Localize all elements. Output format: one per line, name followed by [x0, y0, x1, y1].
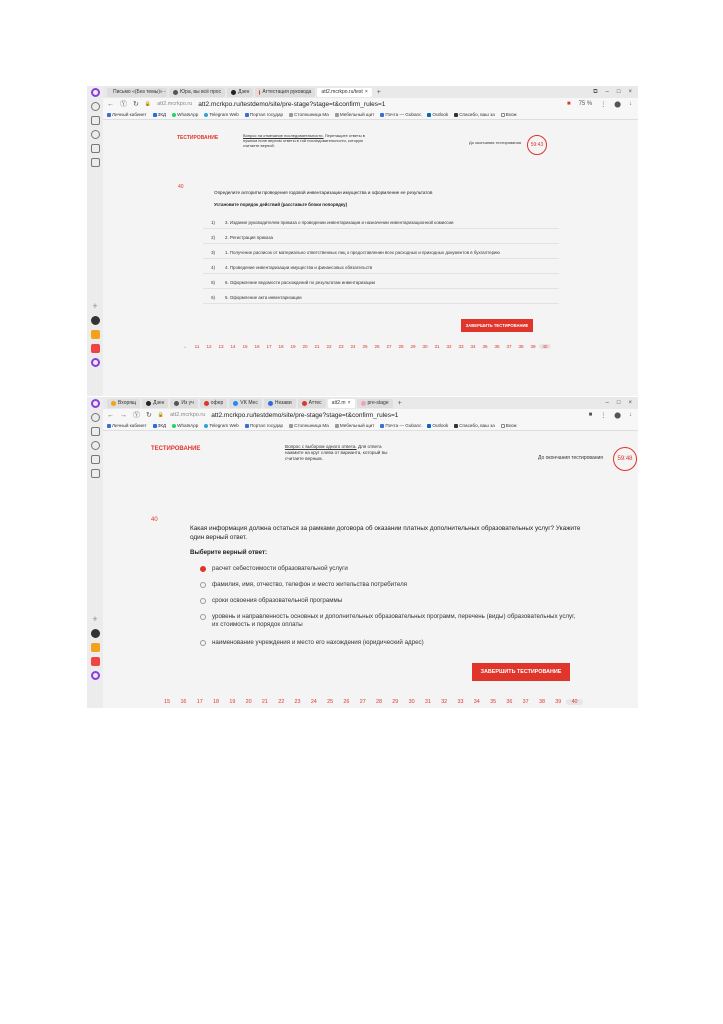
answer-option[interactable]: расчет себестоимости образовательной услуги [200, 565, 600, 573]
answer-option[interactable]: сроки освоения образовательной программы [200, 597, 600, 605]
pager-item[interactable]: 23 [294, 699, 301, 705]
tab-dzen[interactable]: Дзен [227, 88, 253, 97]
whatsapp-icon [172, 113, 176, 117]
alice-icon[interactable] [91, 399, 100, 408]
outlook-icon [427, 424, 431, 428]
bookmark-item[interactable]: Личный кабинет [107, 112, 147, 117]
dzen-icon [231, 90, 236, 95]
radio[interactable] [200, 614, 206, 620]
pager-item[interactable]: 18 [213, 699, 220, 705]
tab-post[interactable]: Из уч [170, 399, 197, 408]
order-item[interactable]: 4) 4. Проведение инвентаризации имущества и финансовых обязательств [203, 261, 559, 274]
pager-item[interactable]: 37 [506, 344, 512, 349]
rule-text: Перетащите ответы в нужном поле верхом ответы в той последовательности, которую считаете верной. [243, 133, 365, 148]
pager-item[interactable]: 38 [538, 699, 545, 705]
pager-item[interactable]: 24 [350, 344, 356, 349]
pager-item[interactable]: 14 [230, 344, 236, 349]
tab-attestation[interactable]: Аттестация руковода [255, 88, 315, 97]
lock-icon: 🔒 [144, 101, 152, 107]
pager-item[interactable]: 35 [490, 699, 497, 705]
url-field[interactable]: att2.mcrkpo.ru/testdemo/site/pre-stage?stage=t&confirm_rules=1 [198, 100, 386, 108]
pager-item[interactable]: 11 [194, 344, 200, 349]
pager-item[interactable]: 31 [424, 699, 431, 705]
tab-bar [103, 397, 638, 409]
answer-option[interactable]: уровень и направленность основных и дополнительных образовательных программ, перечень (виды) образовательных услуг, их стоимость и порядок оплаты [200, 613, 580, 629]
pager-item[interactable]: 30 [422, 344, 428, 349]
radio[interactable] [200, 582, 206, 588]
countdown-timer: 59:43 [527, 135, 547, 155]
browser-sidebar [87, 86, 103, 396]
tab-favicon-icon [302, 401, 307, 406]
tab-vk[interactable]: VK Мес [229, 399, 262, 408]
question-pager [159, 699, 583, 705]
minimize-icon[interactable]: – [605, 88, 609, 95]
download-icon[interactable]: ↓ [629, 100, 632, 107]
zen-icon[interactable] [91, 330, 100, 339]
pager-item[interactable]: 19 [229, 699, 236, 705]
pager-item-current[interactable]: 40 [539, 344, 551, 349]
tab-post[interactable]: Юра, вы всё прос [169, 88, 225, 97]
radio[interactable] [200, 640, 206, 646]
pager-item[interactable]: 39 [555, 699, 562, 705]
history-icon[interactable] [91, 102, 100, 111]
extensions-icon[interactable]: ⬤ [614, 101, 621, 108]
pager-item[interactable]: 16 [254, 344, 260, 349]
tab-offer[interactable]: офер [200, 399, 227, 408]
new-tab-icon[interactable]: + [397, 399, 402, 407]
pager-item-current[interactable]: 40 [566, 699, 582, 705]
bookmark-item[interactable]: Портал государ [245, 423, 283, 428]
question-text: Какая информация должна остаться за рамками договора об оказании платных дополнительных образовательных услуг? Укажите один верный ответ. [190, 525, 581, 541]
bookmark-icon [245, 113, 249, 117]
section-label: ТЕСТИРОВАНИЕ [177, 135, 219, 141]
question-hint: Выберите верный ответ: [190, 549, 268, 556]
downloads-icon[interactable] [91, 455, 100, 464]
pager-item[interactable]: 12 [206, 344, 212, 349]
tab-favicon-icon [259, 90, 260, 95]
address-bar [103, 409, 638, 421]
pager-item[interactable]: 33 [457, 699, 464, 705]
rule-link: Вопрос с выбором одного ответа. [285, 444, 357, 449]
bookmarks-bar [103, 110, 638, 120]
pager-item[interactable]: 27 [359, 699, 366, 705]
maximize-icon[interactable]: □ [616, 88, 621, 95]
yandex-icon[interactable]: Ⓨ [120, 101, 127, 108]
telegram-icon [204, 424, 208, 428]
order-item[interactable]: 1) 3. Издание руководителем приказа о проведении инвентаризации и назначении инвентаризационной комиссии [203, 216, 559, 229]
bookmark-item[interactable]: Личный кабинет [107, 423, 147, 428]
chatgpt-icon[interactable] [91, 316, 100, 325]
finish-test-button[interactable]: ЗАВЕРШИТЬ ТЕСТИРОВАНИЕ [472, 663, 570, 681]
forward-icon[interactable]: → [120, 411, 127, 419]
pager-item[interactable]: 28 [376, 699, 382, 705]
bookmark-icon [153, 424, 157, 428]
countdown-timer: 59:48 [613, 447, 637, 471]
bookmark-item[interactable]: WhatsApp [172, 423, 198, 428]
question-text: Определите алгоритм проведения годовой инвентаризации имущества и оформление ее результатов [214, 190, 433, 195]
bookmark-item[interactable]: Спасибо, ваш за [454, 112, 495, 117]
tab-favicon-icon [173, 90, 178, 95]
downloads-icon[interactable] [91, 144, 100, 153]
add-panel-icon[interactable]: + [92, 614, 98, 624]
pager-item[interactable]: 29 [392, 699, 399, 705]
pager-item[interactable]: 20 [302, 344, 308, 349]
pager-item[interactable]: 37 [522, 699, 529, 705]
notes-icon[interactable] [91, 158, 100, 167]
pager-item[interactable]: 24 [310, 699, 317, 705]
pager-item[interactable]: 26 [343, 699, 350, 705]
pager-item[interactable]: 33 [458, 344, 464, 349]
pager-item[interactable]: 29 [410, 344, 416, 349]
pager-item[interactable]: 39 [530, 344, 536, 349]
bookmark-item[interactable]: Вхож [501, 112, 517, 117]
bookmark-item[interactable]: Telegram Web [204, 112, 239, 117]
url-host[interactable]: att2.mcrkpo.ru [170, 412, 206, 418]
bookmark-icon[interactable]: ■ [566, 100, 571, 107]
bookmark-icon [501, 424, 505, 428]
screenshot-ordering-question [87, 86, 638, 396]
chatgpt-icon[interactable] [91, 629, 100, 638]
time-remaining-label: До окончания тестирования [538, 455, 604, 461]
tab-favicon-icon [204, 401, 209, 406]
close-icon[interactable]: × [364, 89, 368, 95]
back-icon[interactable]: ← [107, 100, 114, 108]
pager-item[interactable]: 22 [278, 699, 285, 705]
answer-option[interactable]: фамилия, имя, отчество, телефон и место жительства потребителя [200, 581, 600, 589]
pager-item[interactable]: 22 [326, 344, 332, 349]
pager-item[interactable]: 15 [164, 699, 171, 705]
tab-mail[interactable]: Письмо «(Без темы)» - [107, 88, 167, 97]
rule-text: Для ответа нажмите на круг слева от варианта, который вы считаете верным. [285, 444, 388, 461]
bookmark-item[interactable]: Outlook [427, 423, 448, 428]
pager-item[interactable]: 18 [278, 344, 284, 349]
bookmark-item[interactable]: ЗКД [153, 112, 167, 117]
rule-link: Вопрос на отмечание последовательности. [243, 133, 324, 138]
bookmark-icon [289, 424, 293, 428]
alice-icon[interactable] [91, 88, 100, 97]
pager-item[interactable]: 34 [470, 344, 476, 349]
bookmark-item[interactable]: Почта — Gubanc [380, 423, 421, 428]
bookmark-item[interactable]: Telegram Web [204, 423, 239, 428]
tab-attestation[interactable]: Аттес [298, 399, 326, 408]
bookmark-item[interactable]: Мебельный щит [335, 423, 375, 428]
bookmark-item[interactable]: Вхож [501, 423, 517, 428]
pager-item[interactable]: 32 [446, 344, 452, 349]
collections-icon[interactable] [91, 116, 100, 125]
bookmark-item[interactable]: Портал государ [245, 112, 283, 117]
browser-chrome [103, 397, 638, 431]
bookmark-icon [380, 424, 384, 428]
order-item[interactable]: 6) 5. Оформление акта инвентаризации [203, 291, 559, 304]
bookmark-icon [107, 113, 111, 117]
bookmark-icon [335, 424, 339, 428]
new-tab-icon[interactable]: + [376, 88, 381, 96]
outlook-icon [427, 113, 431, 117]
bookmark-icon [245, 424, 249, 428]
pager-item[interactable]: 36 [506, 699, 513, 705]
pager-prev[interactable]: ← [182, 344, 188, 349]
menu-icon[interactable]: ⋮ [600, 412, 607, 419]
add-panel-icon[interactable]: + [92, 301, 98, 311]
answer-option[interactable]: наименование учреждения и место его нахождения (юридический адрес) [200, 639, 600, 647]
screenshot-single-choice-question [87, 397, 638, 708]
bookmark-item[interactable]: Столешница Ma [289, 423, 329, 428]
pager-item[interactable]: 25 [362, 344, 368, 349]
bookmark-icon [153, 113, 157, 117]
play-icon[interactable] [91, 130, 100, 139]
pager-item[interactable]: 27 [386, 344, 392, 349]
bookmark-icon [454, 424, 458, 428]
order-item[interactable]: 5) 6. Оформление ведомости расхождений по результатам инвентаризации [203, 276, 559, 289]
url-field[interactable]: att2.mcrkpo.ru/testdemo/site/pre-stage?stage=t&confirm_rules=1 [211, 411, 399, 419]
bookmark-icon [454, 113, 458, 117]
finish-test-button[interactable]: ЗАВЕРШИТЬ ТЕСТИРОВАНИЕ [461, 319, 533, 332]
question-pager [179, 344, 551, 349]
section-label: ТЕСТИРОВАНИЕ [151, 446, 201, 452]
browser-chrome [103, 86, 638, 120]
order-item[interactable]: 3) 1. Получение расписок от материально ответственных лиц о предоставлении всех расходных и приходных документов в бухгалтерию [203, 246, 559, 259]
bookmark-icon[interactable]: ■ [588, 411, 593, 418]
tab-dzen[interactable]: Дзен [142, 399, 168, 408]
tabs-list-icon[interactable]: ⧉ [593, 88, 598, 95]
window-close-icon[interactable]: × [628, 400, 632, 406]
url-host[interactable]: att2.mcrkpo.ru [157, 101, 193, 107]
play-icon[interactable] [91, 441, 100, 450]
bookmark-icon [335, 113, 339, 117]
question-number: 40 [151, 517, 158, 523]
maximize-icon[interactable]: □ [616, 400, 621, 406]
lock-icon: 🔒 [157, 412, 165, 418]
pager-item[interactable]: 34 [473, 699, 480, 705]
download-icon[interactable]: ↓ [629, 411, 632, 418]
pager-item[interactable]: 35 [482, 344, 488, 349]
pager-item[interactable]: 17 [196, 699, 203, 705]
pager-item[interactable]: 21 [314, 344, 320, 349]
bookmark-item[interactable]: ЗКД [153, 423, 167, 428]
pager-item[interactable]: 15 [242, 344, 248, 349]
rule-description [285, 444, 393, 462]
notes-icon[interactable] [91, 469, 100, 478]
bookmark-item[interactable]: Спасибо, ваш за [454, 423, 495, 428]
pager-item[interactable]: 23 [338, 344, 344, 349]
address-bar [103, 98, 638, 110]
radio[interactable] [200, 598, 206, 604]
pager-item[interactable]: 28 [398, 344, 404, 349]
pager-item[interactable]: 20 [245, 699, 252, 705]
tab-current[interactable]: att2.mcrkpo.ru/test × [317, 88, 371, 97]
pager-item[interactable]: 21 [261, 699, 268, 705]
tab-prestage[interactable]: pre-stage [357, 399, 393, 408]
bookmark-item[interactable]: Столешница Ma [289, 112, 329, 117]
bookmark-icon [501, 113, 505, 117]
menu-icon[interactable]: ⋮ [600, 101, 607, 108]
alice-bottom-icon[interactable] [91, 358, 100, 367]
tab-favicon-icon [174, 401, 179, 406]
pager-item[interactable]: 13 [218, 344, 224, 349]
pager-item[interactable]: 36 [494, 344, 500, 349]
yandex-icon[interactable]: Ⓨ [133, 412, 140, 419]
alice-bottom-icon[interactable] [91, 671, 100, 680]
pager-item[interactable]: 38 [518, 344, 524, 349]
pager-item[interactable]: 17 [266, 344, 272, 349]
pager-item[interactable]: 32 [441, 699, 448, 705]
zoom-level[interactable]: 75 % [578, 100, 593, 107]
tab-nezavis[interactable]: Незави [264, 399, 296, 408]
reload-icon[interactable]: ↻ [133, 101, 139, 108]
bookmark-icon [380, 113, 384, 117]
tab-bar [103, 86, 638, 98]
vk-icon [233, 401, 238, 406]
dzen-icon [146, 401, 151, 406]
bookmarks-bar [103, 421, 638, 431]
zen-icon[interactable] [91, 643, 100, 652]
test-page [103, 120, 638, 396]
bookmark-icon [107, 424, 111, 428]
bookmark-item[interactable]: Мебельный щит [335, 112, 375, 117]
minimize-icon[interactable]: – [605, 400, 609, 406]
rule-description [243, 133, 375, 148]
tab-current[interactable]: att2.m × [328, 399, 355, 408]
order-item[interactable]: 2) 2. Регистрация приказа [203, 231, 559, 244]
pager-item[interactable]: 16 [180, 699, 187, 705]
window-close-icon[interactable]: × [628, 88, 632, 95]
tab-favicon-icon [361, 401, 366, 406]
browser-sidebar [87, 397, 103, 708]
question-hint: Установите порядок действий (расставьте блоки попорядку) [214, 202, 348, 207]
pager-item[interactable]: 26 [374, 344, 380, 349]
collections-icon[interactable] [91, 427, 100, 436]
back-icon[interactable]: ← [107, 411, 114, 419]
whatsapp-icon [172, 424, 176, 428]
pager-item[interactable]: 30 [408, 699, 415, 705]
radio-selected[interactable] [200, 566, 206, 572]
time-remaining-label: До окончания тестирования [469, 140, 522, 145]
test-page [103, 433, 638, 708]
tab-favicon-icon [268, 401, 273, 406]
pager-item[interactable]: 19 [290, 344, 296, 349]
history-icon[interactable] [91, 413, 100, 422]
bookmark-item[interactable]: WhatsApp [172, 112, 198, 117]
telegram-icon [204, 113, 208, 117]
market-icon[interactable] [91, 344, 100, 353]
bookmark-item[interactable]: Outlook [427, 112, 448, 117]
market-icon[interactable] [91, 657, 100, 666]
pager-item[interactable]: 31 [434, 344, 440, 349]
tab-inbox[interactable]: Вхорящ [107, 399, 140, 408]
question-number: 40 [178, 184, 184, 190]
bookmark-item[interactable]: Почта — Gubanc [380, 112, 421, 117]
pager-item[interactable]: 25 [327, 699, 334, 705]
extensions-icon[interactable]: ⬤ [614, 412, 621, 419]
mail-icon [111, 401, 116, 406]
bookmark-icon [289, 113, 293, 117]
close-icon[interactable]: × [347, 400, 351, 406]
reload-icon[interactable]: ↻ [146, 412, 152, 419]
